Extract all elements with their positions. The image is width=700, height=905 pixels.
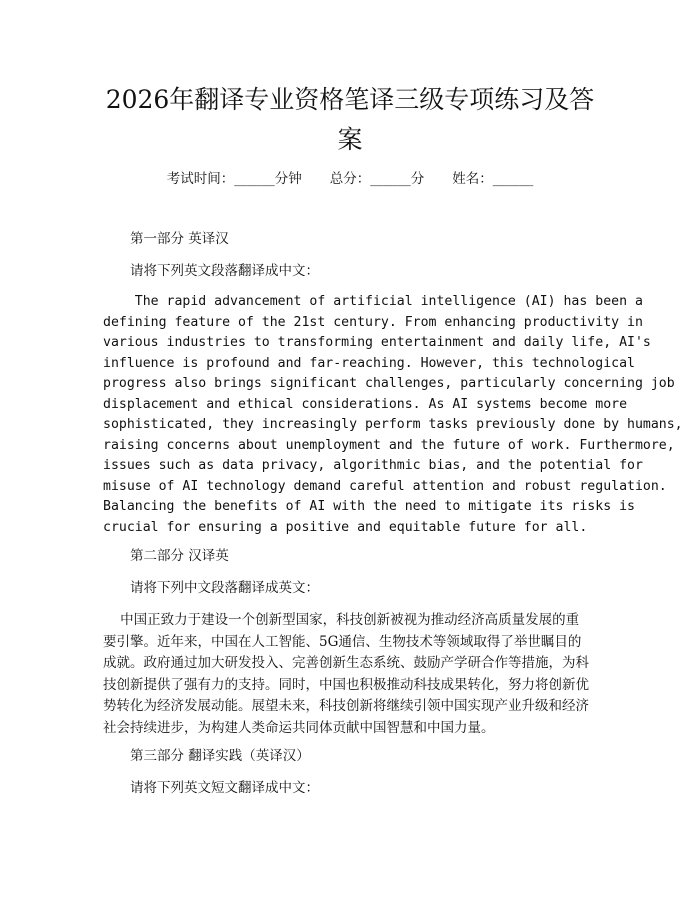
exam-meta <box>0 167 700 187</box>
part2-heading: 第二部分 汉译英 <box>130 548 229 564</box>
part1-english-paragraph <box>103 292 683 538</box>
paragraph-line: sophisticated, they increasingly perform tasks previously done by humans, <box>103 417 683 432</box>
total-score-field: 总分：______分 <box>329 171 425 187</box>
paragraph-line: crucial for ensuring a positive and equitable future for all. <box>103 519 588 535</box>
paragraph-line: defining feature of the 21st century. From enhancing productivity in <box>103 314 643 330</box>
paragraph-line: influence is profound and far-reaching. However, this technological <box>103 355 635 371</box>
paragraph-line: issues such as data privacy, algorithmic bias, and the potential for <box>103 458 643 473</box>
exam-time-field: 考试时间：______分钟 <box>166 171 302 187</box>
page-title: 2026年翻译专业资格笔译三级专项练习及答案 <box>105 85 595 154</box>
paragraph-line: 社会持续进步，为构建人类命运共同体贡献中国智慧和中国力量。 <box>103 719 495 736</box>
name-field: 姓名：______ <box>452 171 534 187</box>
paragraph-line: displacement and ethical considerations. As AI systems become more <box>103 396 628 412</box>
paragraph-line: The rapid advancement of artificial intelligence (AI) has been a <box>103 294 643 309</box>
paragraph-line: 势转化为经济发展动能。展望未来，科技创新将继续引领中国实现产业升级和经济 <box>103 698 589 714</box>
paragraph-line: progress also brings significant challenges, particularly concerning job <box>103 376 675 391</box>
part1-instruction: 请将下列英文段落翻译成中文： <box>130 263 319 279</box>
paragraph-line: various industries to transforming entertainment and daily life, AI's <box>103 335 651 350</box>
paragraph-line: 要引擎。近年来，中国在人工智能、5G通信、生物技术等领域取得了举世瞩目的 <box>103 633 582 650</box>
part3-heading: 第三部分 翻译实践（英译汉） <box>130 748 310 764</box>
part3-instruction: 请将下列英文短文翻译成中文： <box>130 780 319 796</box>
paragraph-line: raising concerns about unemployment and the future of work. Furthermore, <box>103 437 675 453</box>
paragraph-line: 技创新提供了强有力的支持。同时，中国也积极推动科技成果转化，努力将创新优 <box>103 676 589 693</box>
paragraph-line: Balancing the benefits of AI with the need to mitigate its risks is <box>103 499 635 514</box>
part2-chinese-paragraph <box>103 610 603 739</box>
part2-instruction: 请将下列中文段落翻译成英文： <box>130 580 319 596</box>
paragraph-line: 成就。政府通过加大研发投入、完善创新生态系统、鼓励产学研合作等措施，为科 <box>103 655 589 671</box>
part1-heading: 第一部分 英译汉 <box>130 231 229 247</box>
paragraph-line: 中国正致力于建设一个创新型国家，科技创新被视为推动经济高质量发展的重 <box>103 612 580 628</box>
paragraph-line: misuse of AI technology demand careful attention and robust regulation. <box>103 478 667 494</box>
